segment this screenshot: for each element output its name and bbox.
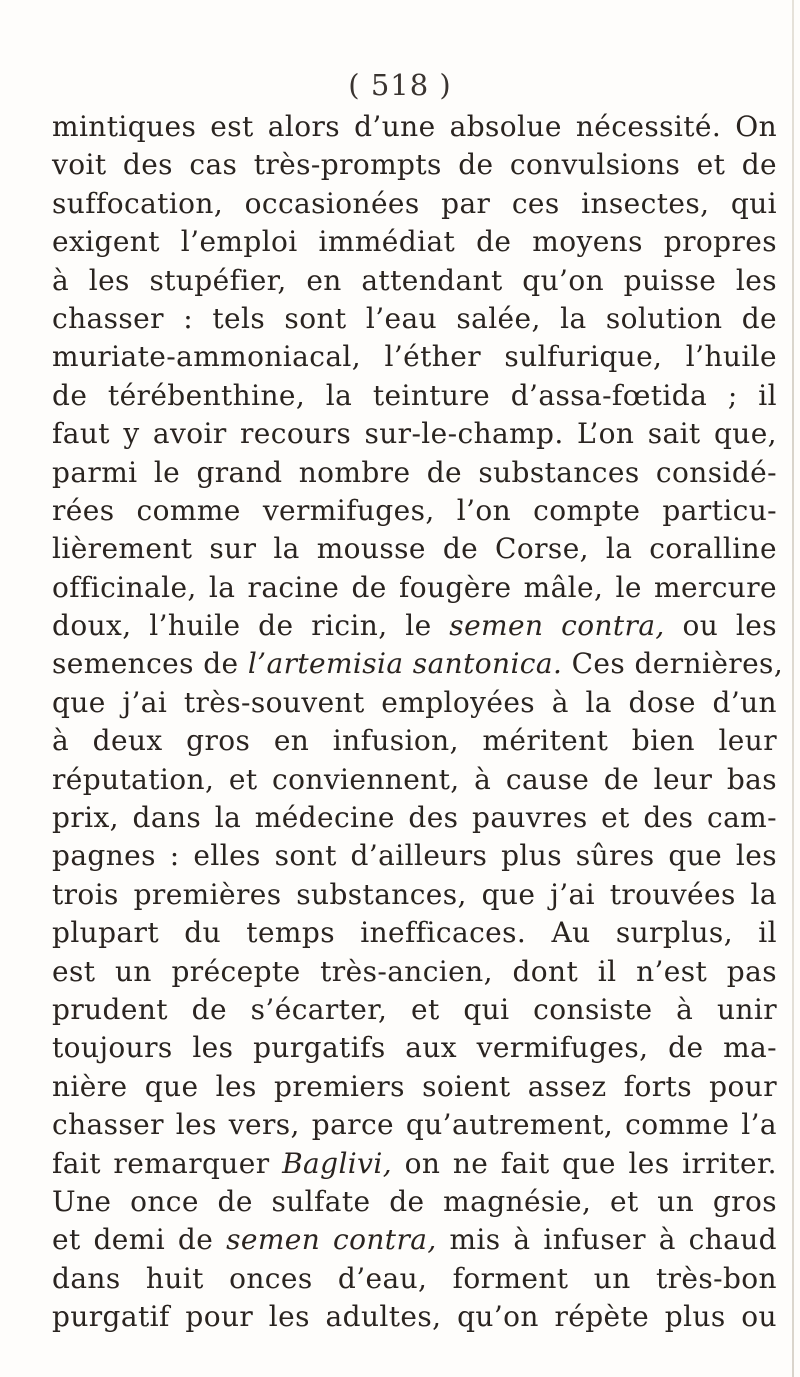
text-line-14 [52,607,777,645]
italic-term-artemisia: l’artemisia santonica. [247,647,563,681]
text-line-21: trois premières substances, que j’ai trouvées la [52,877,777,911]
text-line-5: à les stupéfier, en attendant qu’on puisse les [52,263,777,297]
text-line-30-end: mis à infuser à chaud [449,1223,778,1257]
text-line-27: chasser les vers, parce qu’autrement, comme l’a [52,1108,777,1142]
text-line-29: Une once de sulfate de magnésie, et un gros [52,1184,777,1218]
text-line-30 [52,1221,777,1259]
text-line-25: toujours les purgatifs aux vermifuges, de ma- [52,1031,777,1065]
text-line-17: à deux gros en infusion, méritent bien leur [52,724,777,758]
body-text [52,108,784,1337]
text-line-18: réputation, et conviennent, à cause de leur bas [52,762,777,796]
text-line-14-end: ou les [682,609,777,643]
text-line-12: lièrement sur la mousse de Corse, la coralline [52,532,777,566]
italic-term-semen-contra-2: semen contra, [226,1223,437,1257]
text-line-22: plupart du temps inefficaces. Au surplus, il [52,916,777,950]
italic-term-semen-contra: semen contra, [449,609,665,643]
text-line-31: dans huit onces d’eau, forment un très-bon [52,1261,777,1295]
text-line-28 [52,1145,777,1183]
text-line-11: rées comme vermifuges, l’on compte particu- [52,493,777,527]
text-line-32: purgatif pour les adultes, qu’on répète plus ou [52,1300,777,1334]
italic-name-baglivi: Baglivi, [282,1146,393,1180]
text-line-9: faut y avoir recours sur-le-champ. L’on sait que, [52,417,777,451]
text-line-19: prix, dans la médecine des pauvres et des cam- [52,801,777,835]
text-line-15-end: Ces dernières, [571,647,784,681]
text-line-28-end: on ne fait que les irriter. [404,1146,777,1180]
page-number-header: ( 518 ) [348,68,452,102]
text-line-15-start: semences de [52,647,239,681]
text-line-13: officinale, la racine de fougère mâle, le mercure [52,570,777,604]
text-line-14-start: doux, l’huile de ricin, le [52,609,432,643]
text-line-4: exigent l’emploi immédiat de moyens propres [52,225,777,259]
text-line-26: nière que les premiers soient assez forts pour [52,1069,777,1103]
page-edge [792,0,794,1377]
text-line-6: chasser : tels sont l’eau salée, la solution de [52,301,777,335]
text-line-23: est un précepte très-ancien, dont il n’est pas [52,954,777,988]
text-line-15 [52,645,784,683]
text-line-30-start: et demi de [52,1223,214,1257]
text-line-16: que j’ai très-souvent employées à la dose d’un [52,685,777,719]
text-line-10: parmi le grand nombre de substances considé- [52,455,777,489]
text-line-2: voit des cas très-prompts de convulsions et de [52,148,777,182]
text-line-3: suffocation, occasionées par ces insectes, qui [52,186,777,220]
text-line-7: muriate-ammoniacal, l’éther sulfurique, l’huile [52,340,777,374]
text-line-8: de térébenthine, la teinture d’assa-fœtida ; il [52,378,777,412]
text-line-28-start: fait remarquer [52,1146,270,1180]
text-line-24: prudent de s’écarter, et qui consiste à unir [52,992,777,1026]
text-line-1: mintiques est alors d’une absolue nécessité. On [52,110,777,143]
text-line-20: pagnes : elles sont d’ailleurs plus sûres que les [52,839,777,873]
